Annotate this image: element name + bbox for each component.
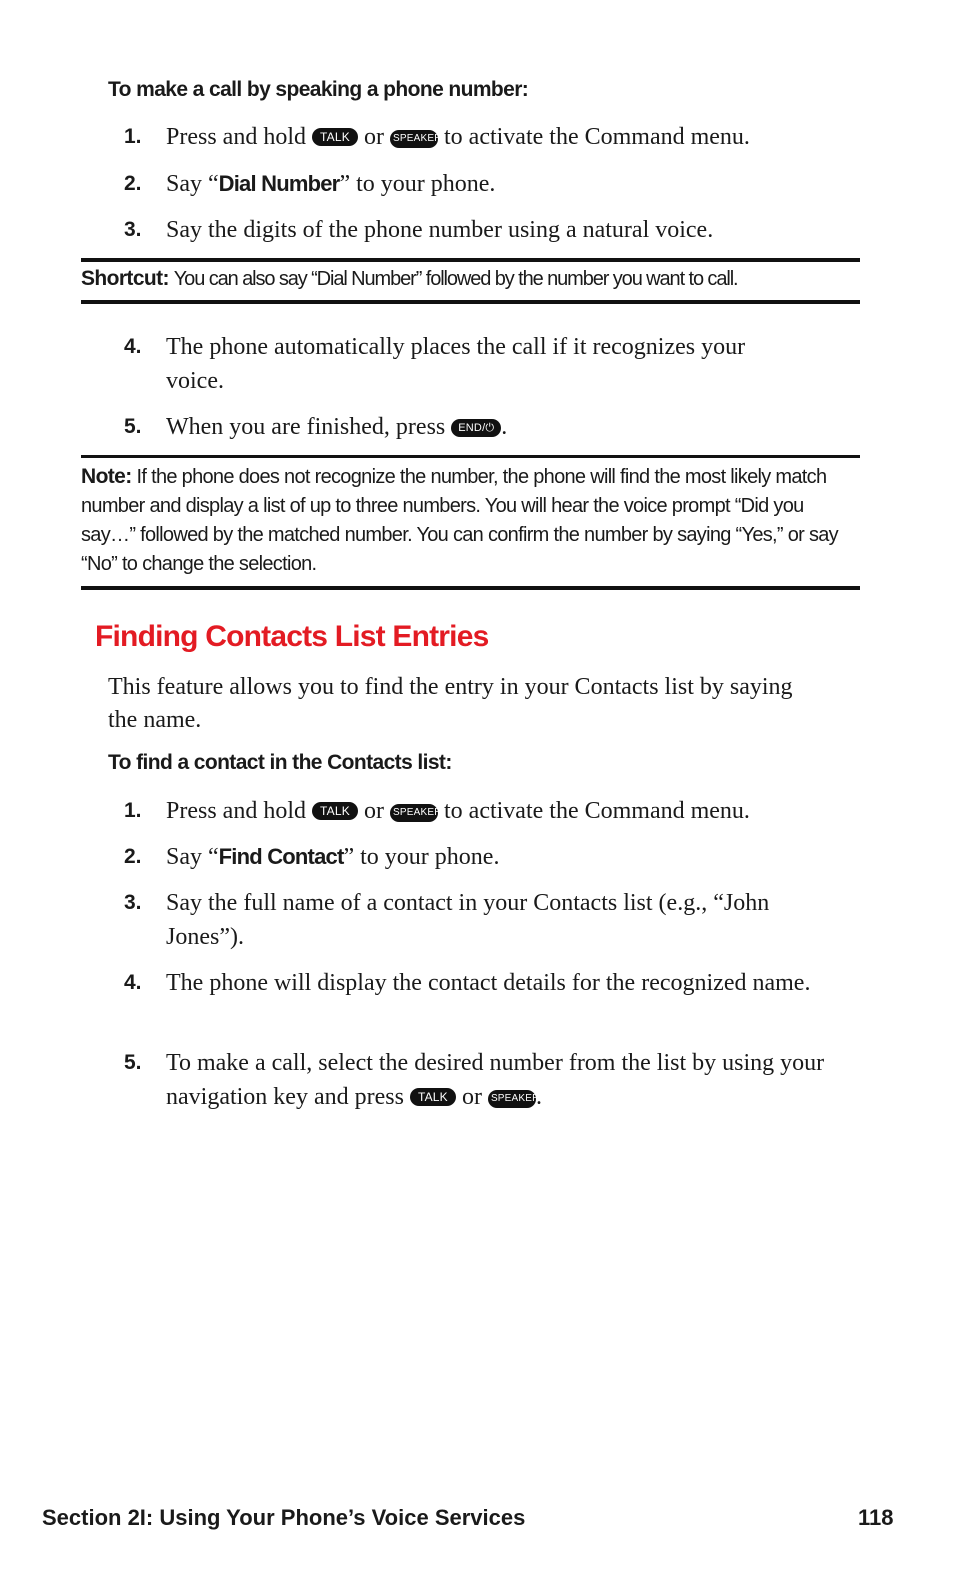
step-text: ” to your phone. <box>339 171 496 197</box>
step-text: The phone will display the contact details for the recognized name. <box>166 970 811 996</box>
intro-paragraph: This feature allows you to find the entry in your Contacts list by saying the name. <box>108 674 793 733</box>
step-number: 3. <box>124 891 142 914</box>
note-label: Note: <box>81 465 132 488</box>
subheading-find-contact: To find a contact in the Contacts list: <box>108 751 452 774</box>
step-number: 1. <box>124 125 142 148</box>
step-text: ” to your phone. <box>343 844 500 870</box>
shortcut-label: Shortcut: <box>81 267 169 290</box>
section-heading: Finding Contacts List Entries <box>95 620 489 653</box>
step-text: Say “ <box>166 171 219 197</box>
step-text: . <box>501 414 508 440</box>
note-box <box>81 462 860 579</box>
speaker-key-icon: SPEAKER <box>488 1090 536 1108</box>
page-number: 118 <box>858 1505 894 1530</box>
voice-command: Dial Number <box>218 171 340 196</box>
note-bottom-rule <box>81 586 860 590</box>
speaker-key-icon: SPEAKER <box>390 130 438 148</box>
step-number: 4. <box>124 335 142 358</box>
step-text: Press and hold <box>166 798 306 824</box>
step-text: to activate the Command menu. <box>444 798 750 824</box>
talk-key-icon: TALK <box>312 802 358 820</box>
or-text: or <box>364 124 384 150</box>
shortcut-text: You can also say “Dial Number” followed by the number you want to call. <box>173 268 738 290</box>
step-text: When you are finished, press <box>166 414 446 440</box>
or-text: or <box>364 798 384 824</box>
step-text: Say “ <box>166 844 219 870</box>
note-top-rule <box>81 455 860 458</box>
step-number: 3. <box>124 218 142 241</box>
shortcut-bottom-rule <box>81 300 860 304</box>
step-number: 2. <box>124 172 142 195</box>
note-text: If the phone does not recognize the number, the phone will find the most likely match number and display a list of up to three numbers. You will hear the voice prompt “Did you say…” followed by the matched number. You can confirm the number by saying “Yes,” or say “No” to change the selection. <box>81 466 838 575</box>
step-number: 5. <box>124 415 142 438</box>
step-text: Say the digits of the phone number using a natural voice. <box>166 217 714 243</box>
footer-section-title: Section 2I: Using Your Phone’s Voice Services <box>42 1505 526 1530</box>
talk-key-icon: TALK <box>410 1088 456 1106</box>
step-text: . <box>535 1084 542 1110</box>
step-text: The phone automatically places the call if it recognizes your voice. <box>166 334 746 394</box>
step-number: 4. <box>124 971 142 994</box>
step-number: 5. <box>124 1051 142 1074</box>
speaker-key-icon: SPEAKER <box>390 804 438 822</box>
step-number: 2. <box>124 845 142 868</box>
shortcut-box <box>81 264 860 294</box>
step-text: Say the full name of a contact in your Contacts list (e.g., “John Jones”). <box>166 890 770 950</box>
subheading-call-by-number: To make a call by speaking a phone number: <box>108 78 529 101</box>
end-power-key-icon: END/⏻ <box>451 419 501 437</box>
step-number: 1. <box>124 799 142 822</box>
voice-command: Find Contact <box>218 844 344 869</box>
shortcut-top-rule <box>81 258 860 262</box>
step-text: Press and hold <box>166 124 306 150</box>
step-text: to activate the Command menu. <box>444 124 750 150</box>
step-text: To make a call, select the desired number from the list by using your navigation key and press <box>166 1050 825 1110</box>
or-text: or <box>461 1084 482 1110</box>
talk-key-icon: TALK <box>312 128 358 146</box>
